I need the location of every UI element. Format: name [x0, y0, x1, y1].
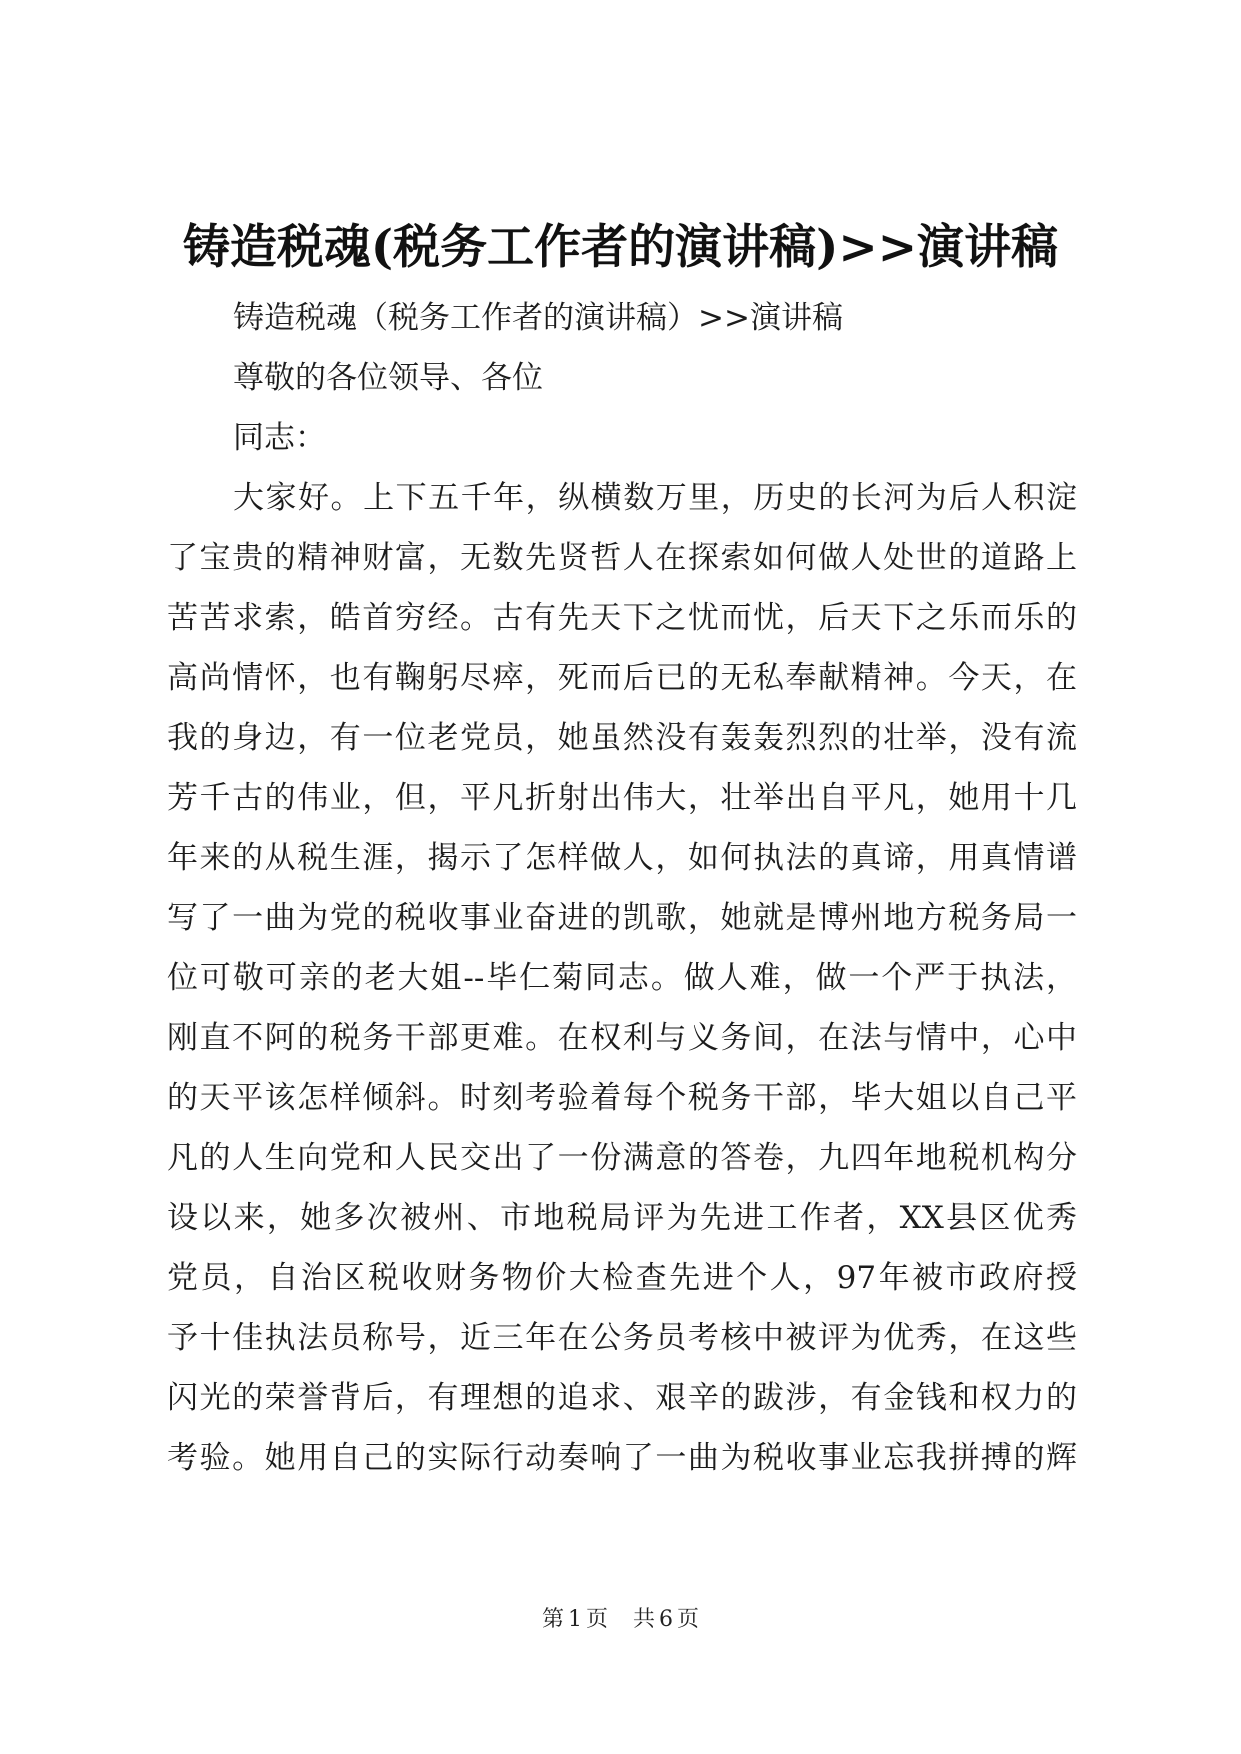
paragraph-line: 设以来，她多次被州、市地税局评为先进工作者，XX县区优秀	[167, 1200, 1077, 1236]
paragraph-line: 党员，自治区税收财务物价大检查先进个人，97年被市政府授	[167, 1260, 1077, 1296]
paragraph-line: 写了一曲为党的税收事业奋进的凯歌，她就是博州地方税务局一	[167, 900, 1077, 936]
document-title: 铸造税魂(税务工作者的演讲稿)>>演讲稿	[182, 220, 1059, 275]
greeting-line-1: 尊敬的各位领导、各位	[233, 360, 543, 396]
paragraph-line: 位可敬可亲的老大姐--毕仁菊同志。做人难，做一个严于执法，	[167, 960, 1077, 996]
paragraph-line: 年来的从税生涯，揭示了怎样做人，如何执法的真谛，用真情谱	[167, 840, 1077, 876]
document-body	[167, 288, 1077, 1488]
page-footer	[0, 1605, 1241, 1635]
paragraph-line: 我的身边，有一位老党员，她虽然没有轰轰烈烈的壮举，没有流	[167, 720, 1077, 756]
paragraph-line: 苦苦求索，皓首穷经。古有先天下之忧而忧，后天下之乐而乐的	[167, 600, 1077, 636]
page-number: 1	[567, 1607, 582, 1632]
paragraph-line: 了宝贵的精神财富，无数先贤哲人在探索如何做人处世的道路上	[167, 540, 1077, 576]
paragraph-line: 考验。她用自己的实际行动奏响了一曲为税收事业忘我拼搏的辉	[167, 1440, 1077, 1476]
total-pages: 6	[659, 1607, 673, 1632]
paragraph-line: 凡的人生向党和人民交出了一份满意的答卷，九四年地税机构分	[167, 1140, 1077, 1176]
paragraph-line: 刚直不阿的税务干部更难。在权利与义务间，在法与情中，心中	[167, 1020, 1077, 1056]
greeting-line-2: 同志：	[233, 420, 326, 456]
paragraph-line: 的天平该怎样倾斜。时刻考验着每个税务干部，毕大姐以自己平	[167, 1080, 1077, 1116]
paragraph-line: 大家好。上下五千年，纵横数万里，历史的长河为后人积淀	[233, 480, 1077, 516]
total-unit: 页	[677, 1607, 700, 1632]
page-unit: 页	[585, 1607, 608, 1632]
document-subtitle: 铸造税魂（税务工作者的演讲稿）>>演讲稿	[233, 300, 843, 336]
paragraph-line: 高尚情怀，也有鞠躬尽瘁，死而后已的无私奉献精神。今天，在	[167, 660, 1077, 696]
paragraph-line: 芳千古的伟业，但，平凡折射出伟大，壮举出自平凡，她用十几	[167, 780, 1077, 816]
page-label: 第	[541, 1607, 564, 1632]
paragraph-line: 闪光的荣誉背后，有理想的追求、艰辛的跋涉，有金钱和权力的	[167, 1380, 1077, 1416]
total-label: 共	[632, 1607, 655, 1632]
paragraph-line: 予十佳执法员称号，近三年在公务员考核中被评为优秀，在这些	[167, 1320, 1077, 1356]
